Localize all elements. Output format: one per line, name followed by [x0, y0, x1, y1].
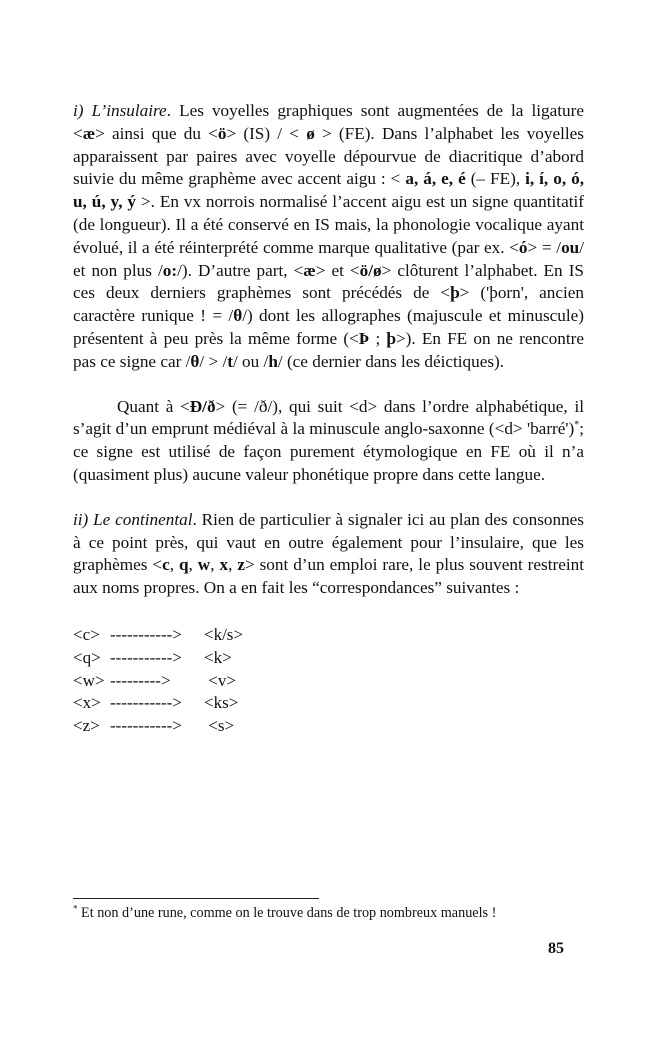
footnote-text: Et non d’une rune, comme on le trouve dans de trop nombreux manuels ! [77, 905, 497, 921]
paragraph-insulaire: i) L’insulaire. Les voyelles graphiques sont augmentées de la ligature <æ> ainsi que du <ö> (IS) / < ø > (FE). Dans l’alphabet les voyelles apparaissent par paires avec voyelle dépourvue de diacritique d’abord suivie du même graphème avec accent aigu : < a, á, e, é (– FE), i, í, o, ó, u, ú, y, ý >. En vx norrois normalisé l’accent aigu est un signe quantitatif (de longueur). Il a été conservé en IS mais, la phonologie vocalique ayant évolué, il a été réinterprété comme marque qualitative (par ex. <ó> = /ou/ et non plus /o:/). D’autre part, <æ> et <ö/ø> clôturent l’alphabet. En IS ces deux derniers graphèmes sont précédés de <þ> ('þorn', ancien caractère runique ! = /θ/) dont les allographes (majuscule et minuscule) présentent à peu près la même forme (<Þ ; þ>). En FE on ne rencontre pas ce signe car /θ/ > /t/ ou /h/ (ce dernier dans les déictiques). [73, 101, 585, 371]
footnote-divider [73, 898, 319, 899]
correspondence-row: <c> -----------> <k/s> [73, 624, 244, 644]
section-heading-insulaire: i) L’insulaire [73, 101, 167, 120]
page-body [73, 100, 584, 738]
correspondence-row: <z> -----------> <s> [73, 716, 235, 736]
correspondence-row: <x> -----------> <ks> [73, 693, 239, 713]
paragraph-continental: ii) Le continental. Rien de particulier à signaler ici au plan des consonnes à ce point près, qui vaut en outre également pour l’insulaire, que les graphèmes <c, q, w, x, z> sont d’un emploi rare, le plus souvent restreint aux noms propres. On a en fait les “correspondances” suivantes : [73, 509, 584, 598]
correspondence-row: <w> ---------> <v> [73, 670, 236, 690]
correspondence-row: <q> -----------> <k> [73, 647, 232, 667]
footnote-reference: * [574, 419, 580, 431]
section-heading-continental: ii) Le continental [73, 509, 193, 529]
page-number: 85 [548, 940, 564, 957]
footnote [73, 904, 593, 922]
correspondence-list [73, 624, 584, 738]
paragraph-eth: Quant à <Ð/ð> (= /ð/), qui suit <d> dans l’ordre alphabétique, il s’agit d’un emprunt médiéval à la minuscule anglo-saxonne (<d> 'barré')*; ce signe est utilisé de façon purement étymologique en FE où il n’a (quasiment plus) aucune valeur phonétique propre dans cette langue. [73, 396, 584, 484]
footnote-marker: * [73, 903, 78, 914]
